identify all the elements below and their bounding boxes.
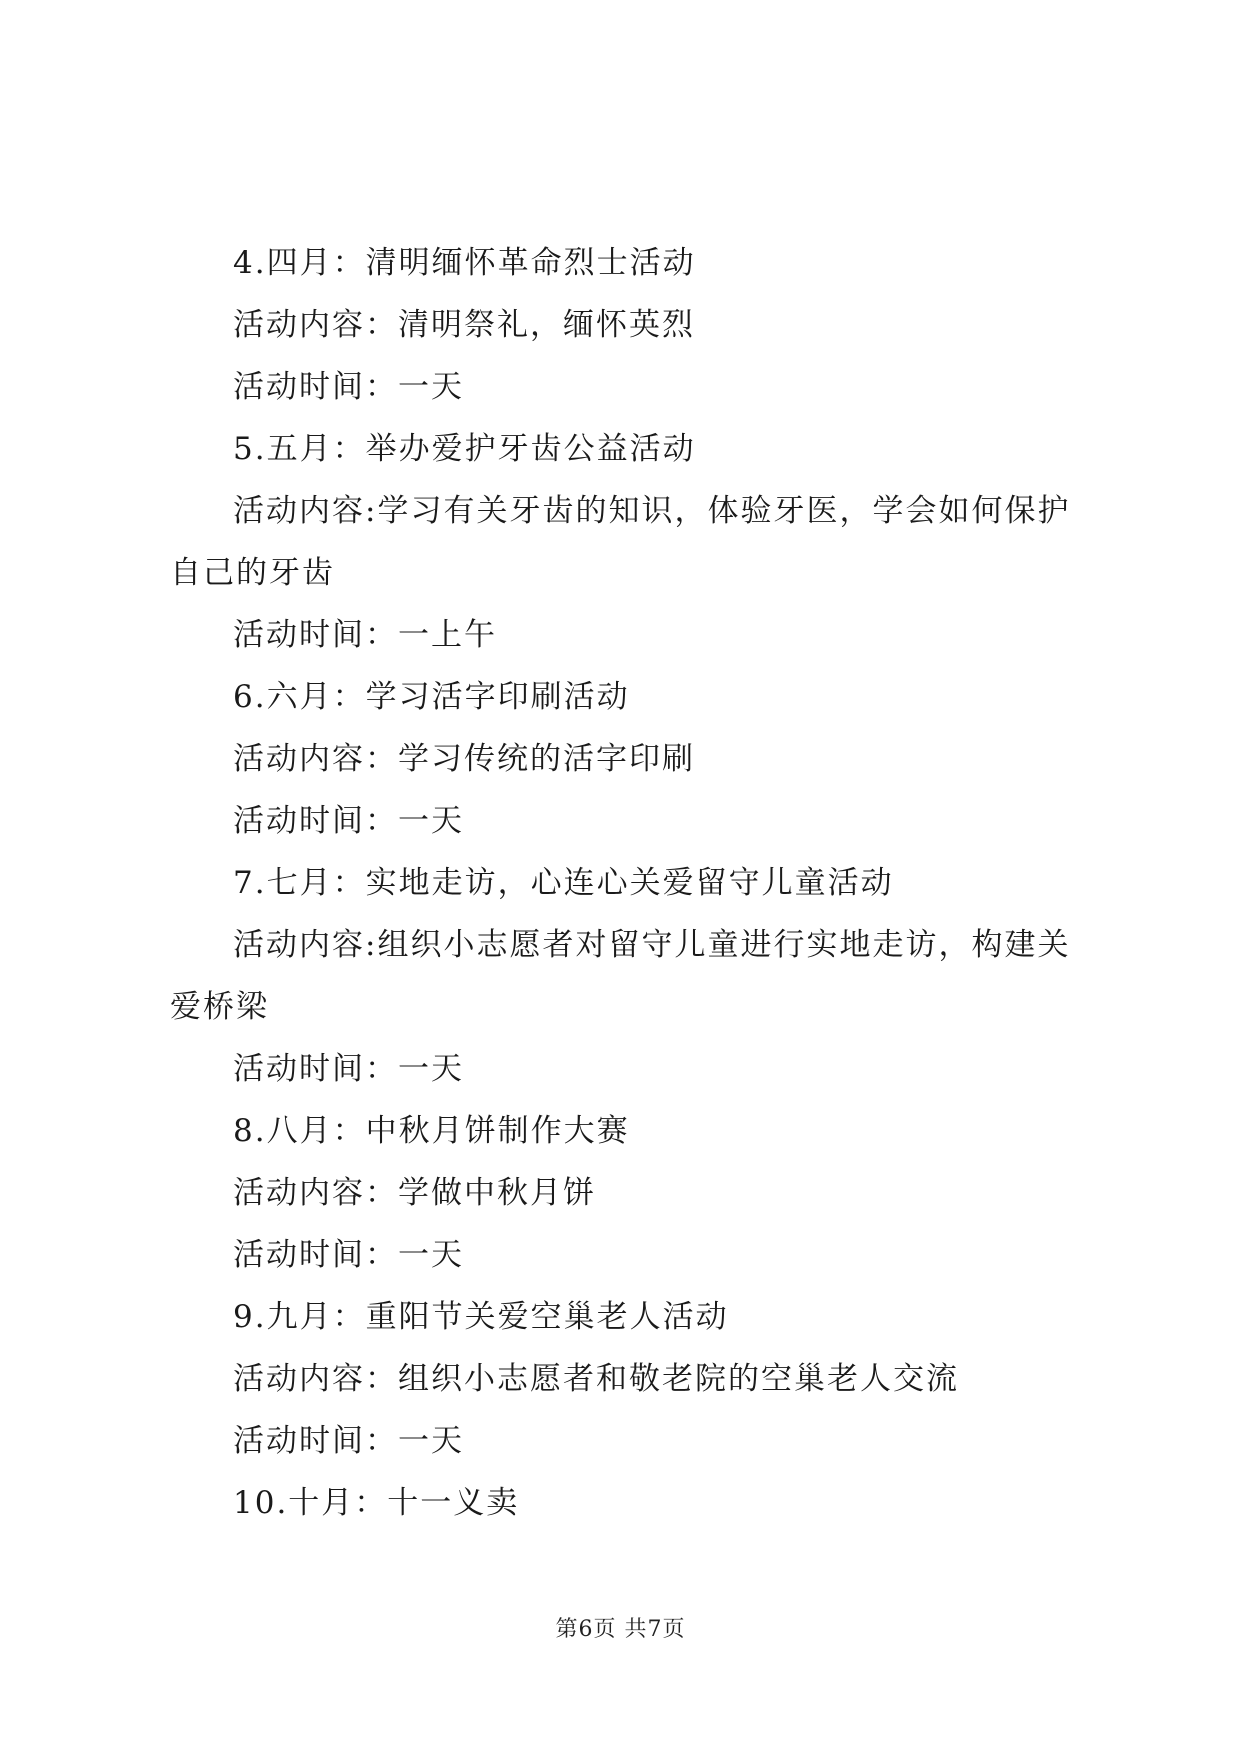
- document-body: [170, 232, 1090, 1534]
- paragraph-july-time: 活动时间：一天: [233, 1051, 464, 1087]
- paragraph-april-title: 4.四月：清明缅怀革命烈士活动: [233, 245, 696, 281]
- paragraph-july-content: 活动内容:组织小志愿者对留守儿童进行实地走访，构建关爱桥梁: [170, 927, 1071, 1025]
- paragraph-august-time: 活动时间：一天: [233, 1237, 464, 1273]
- paragraph-may-title: 5.五月：举办爱护牙齿公益活动: [233, 431, 696, 467]
- paragraph-september-time: 活动时间：一天: [233, 1423, 464, 1459]
- paragraph-june-time: 活动时间：一天: [233, 803, 464, 839]
- paragraph-october-title: 10.十月：十一义卖: [233, 1485, 520, 1521]
- paragraph-may-content: 活动内容:学习有关牙齿的知识，体验牙医，学会如何保护自己的牙齿: [170, 493, 1071, 591]
- paragraph-june-content: 活动内容：学习传统的活字印刷: [233, 741, 695, 777]
- paragraph-august-title: 8.八月：中秋月饼制作大赛: [233, 1113, 630, 1149]
- paragraph-september-content: 活动内容：组织小志愿者和敬老院的空巢老人交流: [233, 1361, 959, 1397]
- paragraph-september-title: 9.九月：重阳节关爱空巢老人活动: [233, 1299, 729, 1335]
- paragraph-may-time: 活动时间：一上午: [233, 617, 497, 653]
- paragraph-july-title: 7.七月：实地走访，心连心关爱留守儿童活动: [233, 865, 894, 901]
- page-number-footer: 第6页 共7页: [555, 1617, 686, 1642]
- paragraph-august-content: 活动内容：学做中秋月饼: [233, 1175, 596, 1211]
- paragraph-april-content: 活动内容：清明祭礼，缅怀英烈: [233, 307, 695, 343]
- paragraph-june-title: 6.六月：学习活字印刷活动: [233, 679, 630, 715]
- paragraph-april-time: 活动时间：一天: [233, 369, 464, 405]
